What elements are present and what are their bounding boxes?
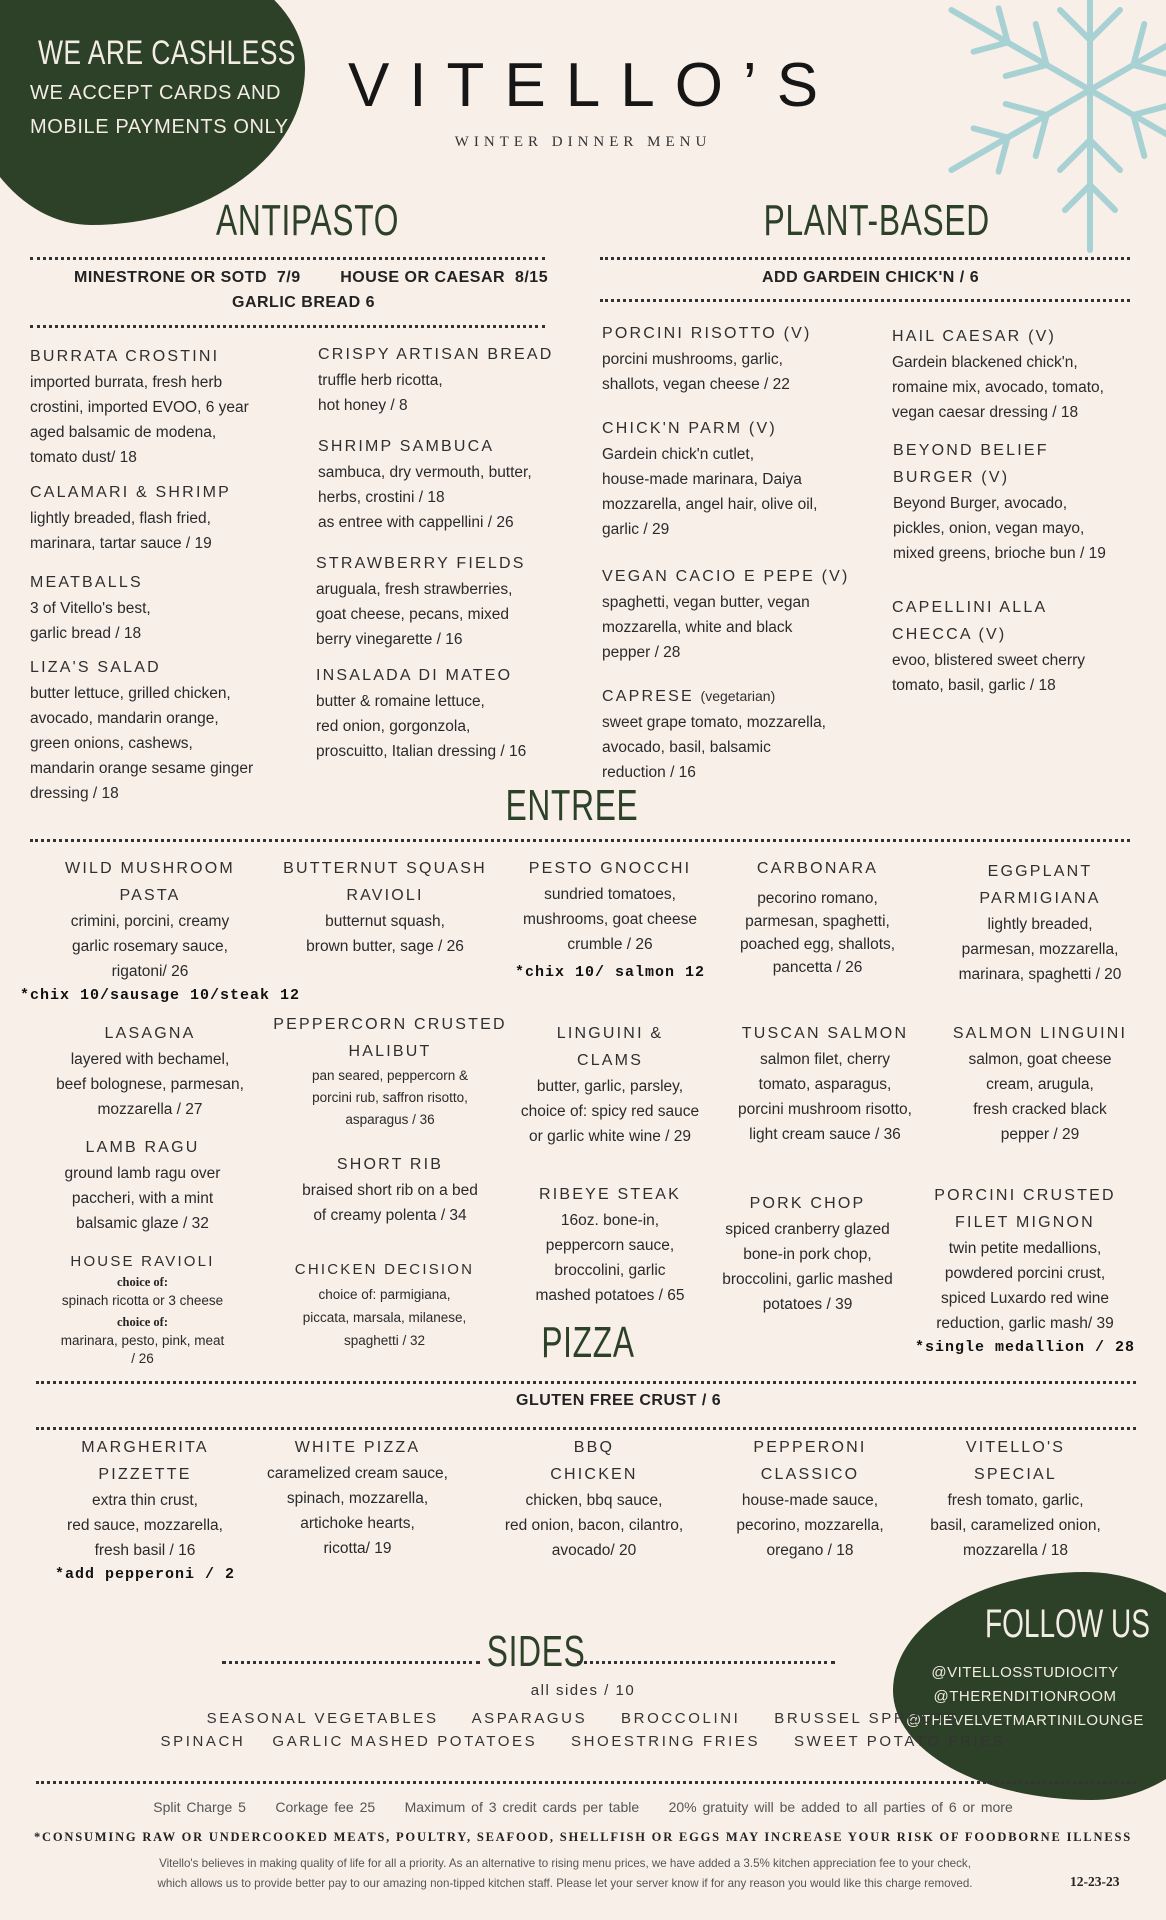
item-name: VITELLO'S	[965, 1439, 1066, 1456]
footer-divider	[36, 1781, 1136, 1784]
sides-price: all sides / 10	[530, 1682, 636, 1699]
item-desc: parmesan, spaghetti,	[745, 913, 890, 930]
item-desc: hot honey / 8	[318, 397, 408, 414]
item-desc: spiced Luxardo red wine	[940, 1290, 1110, 1307]
item-desc: tomato, basil, garlic / 18	[892, 677, 1056, 694]
menu-item	[270, 855, 500, 959]
footer-charges: Split Charge 5 Corkage fee 25 Maximum of 3 credit cards per table 20% gratuity will be added to all parties of 6 or more	[153, 1799, 1013, 1815]
item-desc: shallots, vegan cheese / 22	[602, 376, 790, 393]
item-desc: choice of: spicy red sauce	[520, 1103, 700, 1120]
item-desc: salmon filet, cherry	[759, 1051, 891, 1068]
item-desc: pecorino romano,	[757, 890, 878, 907]
item-name: SHORT RIB	[336, 1156, 444, 1173]
item-name: HALIBUT	[348, 1043, 432, 1060]
item-desc: herbs, crostini / 18	[318, 489, 445, 506]
item-desc: choice of: parmigiana,	[318, 1287, 451, 1302]
item-desc: mozzarella / 18	[962, 1542, 1069, 1559]
item-desc: red onion, bacon, cilantro,	[504, 1517, 684, 1534]
item-desc: paccheri, with a mint	[71, 1190, 214, 1207]
restaurant-logo: VITELLO’S	[347, 51, 839, 120]
item-desc: mandarin orange sesame ginger	[30, 760, 254, 777]
item-desc: proscuitto, Italian dressing / 16	[316, 743, 527, 760]
item-desc: reduction, garlic mash/ 39	[936, 1315, 1114, 1332]
item-name: MARGHERITA	[81, 1439, 209, 1456]
item-desc: avocado/ 20	[551, 1542, 637, 1559]
item-desc: potatoes / 39	[762, 1296, 853, 1313]
item-desc: garlic / 29	[602, 521, 670, 538]
item-desc: crumble / 26	[567, 936, 653, 953]
menu-item	[700, 1190, 915, 1317]
item-name: CAPRESE	[602, 688, 694, 705]
menu-item	[30, 479, 300, 556]
item-desc: salmon, goat cheese	[968, 1051, 1112, 1068]
footer-note	[60, 1854, 1070, 1894]
item-desc: butter & romaine lettuce,	[316, 693, 485, 710]
item-name: CLAMS	[576, 1052, 644, 1069]
item-desc: Beyond Burger, avocado,	[893, 495, 1068, 512]
antipasto-divider-bottom	[30, 325, 545, 328]
footer-note-line-2: which allows us to provide better pay to our amazing non-tipped kitchen staff. Please let your server know if for any reason you would like this charge removed.	[157, 1877, 973, 1890]
item-desc: spinach ricotta or 3 cheese	[61, 1293, 224, 1308]
item-desc: fresh tomato, garlic,	[947, 1492, 1084, 1509]
item-name: RAVIOLI	[346, 887, 424, 904]
item-desc: Gardein blackened chick'n,	[892, 354, 1078, 371]
item-addon: *single medallion / 28	[914, 1339, 1136, 1356]
item-name: PASTA	[119, 887, 181, 904]
item-name: CLASSICO	[760, 1466, 860, 1483]
item-desc: of creamy polenta / 34	[313, 1207, 467, 1224]
menu-item	[930, 858, 1150, 987]
plant-based-title: PLANT-BASED	[763, 196, 990, 245]
menu-item	[892, 594, 1152, 698]
menu-item	[270, 1151, 510, 1228]
item-desc: butter, garlic, parsley,	[536, 1078, 684, 1095]
item-desc: spiced cranberry glazed	[725, 1221, 890, 1238]
item-desc: cream, arugula,	[986, 1076, 1094, 1093]
item-desc: 3 of Vitello's best,	[30, 600, 151, 617]
menu-item	[602, 683, 882, 785]
item-desc: porcini mushroom risotto,	[737, 1101, 912, 1118]
item-addon: *chix 10/ salmon 12	[514, 964, 706, 981]
item-name: CAPELLINI ALLA	[892, 599, 1048, 616]
item-desc: dressing / 18	[30, 785, 119, 802]
item-desc: / 26	[131, 1351, 154, 1366]
item-desc: mushrooms, goat cheese	[522, 911, 698, 928]
item-name: PEPPERCORN CRUSTED	[273, 1016, 507, 1033]
item-tag: (vegetarian)	[700, 688, 776, 704]
follow-title: FOLLOW US	[985, 1602, 1150, 1646]
item-desc: spaghetti, vegan butter, vegan	[602, 594, 810, 611]
item-desc: ground lamb ragu over	[64, 1165, 221, 1182]
antipasto-divider-top	[30, 257, 545, 260]
item-desc: twin petite medallions,	[948, 1240, 1102, 1257]
item-name: INSALADA DI MATEO	[316, 667, 513, 684]
menu-item	[710, 1434, 910, 1563]
item-name: STRAWBERRY FIELDS	[316, 555, 526, 572]
item-desc: pickles, onion, vegan mayo,	[893, 520, 1085, 537]
item-desc: lightly breaded, flash fried,	[30, 510, 211, 527]
item-desc: tomato, asparagus,	[758, 1076, 892, 1093]
item-name: PORCINI RISOTTO (V)	[602, 325, 812, 342]
item-desc: pancetta / 26	[772, 959, 863, 976]
item-name: CHICKEN	[550, 1466, 638, 1483]
item-desc: braised short rib on a bed	[302, 1182, 478, 1199]
item-name: WHITE PIZZA	[294, 1439, 421, 1456]
item-desc: sweet grape tomato, mozzarella,	[602, 714, 826, 731]
item-name: SPECIAL	[974, 1466, 1057, 1483]
item-addon: *add pepperoni / 2	[54, 1566, 236, 1583]
footer-note-line-1: Vitello's believes in making quality of life for all a priority. As an alternative to rising menu prices, we have added a 3.5% kitchen appreciation fee to your check,	[159, 1857, 971, 1870]
item-desc: parmesan, mozzarella,	[961, 941, 1119, 958]
item-desc: basil, caramelized onion,	[930, 1517, 1101, 1534]
plant-divider-bottom	[600, 299, 1130, 302]
social-handle-studiocity[interactable]: @VITELLOSSTUDIOCITY	[931, 1664, 1119, 1681]
item-desc: avocado, mandarin orange,	[30, 710, 219, 727]
item-desc: powdered porcini crust,	[944, 1265, 1106, 1282]
item-desc: extra thin crust,	[92, 1492, 198, 1509]
menu-item	[892, 323, 1152, 425]
item-desc: porcini rub, saffron risotto,	[312, 1090, 468, 1105]
item-desc: pecorino, mozzarella,	[736, 1517, 884, 1534]
item-name: PEPPERONI	[753, 1439, 867, 1456]
menu-item	[40, 1250, 245, 1367]
item-desc: Gardein chick'n cutlet,	[602, 446, 755, 463]
menu-item	[272, 1256, 497, 1352]
item-desc: brown butter, sage / 26	[306, 938, 464, 955]
footer-warning: *CONSUMING RAW OR UNDERCOOKED MEATS, POULTRY, SEAFOOD, SHELLFISH OR EGGS MAY INCREASE YOUR RISK OF FOODBORNE ILLNESS	[34, 1830, 1132, 1844]
item-name: PORCINI CRUSTED	[934, 1187, 1116, 1204]
menu-item	[484, 1434, 704, 1563]
menu-item	[602, 320, 882, 397]
item-name: CHICKEN DECISION	[294, 1261, 475, 1278]
item-desc: fresh cracked black	[973, 1101, 1107, 1118]
item-desc: crostini, imported EVOO, 6 year	[30, 399, 249, 416]
pizza-title: PIZZA	[541, 1318, 635, 1367]
sides-title: SIDES	[486, 1627, 586, 1676]
sides-divider-right	[577, 1661, 835, 1664]
item-desc: red sauce, mozzarella,	[67, 1517, 223, 1534]
item-name: BUTTERNUT SQUASH	[283, 860, 487, 877]
item-name: BEYOND BELIEF	[893, 442, 1049, 459]
menu-item	[602, 415, 882, 542]
menu-item	[500, 855, 720, 985]
menu-item	[498, 1020, 722, 1149]
item-desc: mixed greens, brioche bun / 19	[893, 545, 1106, 562]
menu-item	[40, 1134, 245, 1236]
item-desc: beef bolognese, parmesan,	[56, 1076, 244, 1093]
item-desc: romaine mix, avocado, tomato,	[892, 379, 1104, 396]
item-name: EGGPLANT	[987, 863, 1093, 880]
menu-item	[928, 1434, 1103, 1563]
item-desc: lightly breaded,	[987, 916, 1093, 933]
item-name: HAIL CAESAR (V)	[892, 328, 1056, 345]
item-name: CARBONARA	[756, 860, 879, 877]
item-desc: green onions, cashews,	[30, 735, 193, 752]
item-desc: artichoke hearts,	[300, 1515, 415, 1532]
item-desc: house-made sauce,	[741, 1492, 879, 1509]
item-desc: crimini, porcini, creamy	[70, 913, 230, 930]
menu-item	[316, 550, 586, 652]
item-desc: piccata, marsala, milanese,	[302, 1310, 467, 1325]
item-name: FILET MIGNON	[955, 1214, 1095, 1231]
item-name: PARMIGIANA	[979, 890, 1101, 907]
pizza-gluten-free: GLUTEN FREE CRUST / 6	[516, 1392, 722, 1409]
item-choice-label: choice of:	[116, 1315, 169, 1329]
item-desc: berry vinegarette / 16	[316, 631, 463, 648]
menu-date: 12-23-23	[1070, 1874, 1120, 1889]
menu-item	[910, 1182, 1140, 1360]
menu-item	[725, 855, 910, 979]
menu-item	[40, 1434, 250, 1587]
menu-item	[30, 569, 300, 646]
item-desc: truffle herb ricotta,	[318, 372, 443, 389]
item-desc: marinara, tartar sauce / 19	[30, 535, 212, 552]
item-desc: peppercorn sauce,	[545, 1237, 675, 1254]
plant-divider-top	[600, 257, 1130, 260]
item-desc: aged balsamic de modena,	[30, 424, 217, 441]
item-name: PORK CHOP	[749, 1195, 866, 1212]
item-name: WILD MUSHROOM	[65, 860, 235, 877]
item-name: LINGUINI &	[556, 1025, 664, 1042]
item-desc: mozzarella / 27	[97, 1101, 203, 1118]
cashless-title: WE ARE CASHLESS	[38, 34, 296, 72]
item-desc: mozzarella, white and black	[602, 619, 793, 636]
sides-list-1: SEASONAL VEGETABLES ASPARAGUS BROCCOLINI BRUSSEL SPROUTS	[206, 1710, 960, 1727]
item-desc: bone-in pork chop,	[743, 1246, 872, 1263]
item-name: CHICK'N PARM (V)	[602, 420, 777, 437]
item-name: CALAMARI & SHRIMP	[30, 484, 231, 501]
item-desc: spinach, mozzarella,	[286, 1490, 429, 1507]
item-name: SALMON LINGUINI	[952, 1025, 1128, 1042]
item-desc: pepper / 29	[1000, 1126, 1080, 1143]
antipasto-title: ANTIPASTO	[216, 196, 400, 245]
item-name: LASAGNA	[104, 1025, 196, 1042]
item-desc: pan seared, peppercorn &	[311, 1068, 469, 1083]
antipasto-soups-line: MINESTRONE OR SOTD 7/9 HOUSE OR CAESAR 8/15	[74, 269, 549, 286]
menu-item	[316, 662, 586, 764]
sides-list-2: SPINACH GARLIC MASHED POTATOES SHOESTRING FRIES SWEET POTATO FRIES	[160, 1733, 1006, 1750]
menu-subtitle: WINTER DINNER MENU	[454, 134, 712, 150]
item-desc: garlic rosemary sauce,	[72, 938, 228, 955]
menu-item	[505, 1181, 715, 1308]
menu-item	[930, 1020, 1150, 1147]
item-desc: avocado, basil, balsamic	[602, 739, 771, 756]
menu-item	[265, 1011, 515, 1131]
item-desc: tomato dust/ 18	[30, 449, 137, 466]
item-desc: mashed potatoes / 65	[535, 1287, 685, 1304]
item-choice-label: choice of:	[116, 1275, 169, 1289]
item-name: SHRIMP SAMBUCA	[318, 438, 495, 455]
menu-item	[318, 341, 588, 418]
item-desc: broccolini, garlic	[554, 1262, 666, 1279]
menu-item	[20, 855, 301, 1008]
item-desc: porcini mushrooms, garlic,	[602, 351, 783, 368]
item-name: CRISPY ARTISAN BREAD	[318, 346, 554, 363]
item-desc: caramelized cream sauce,	[267, 1465, 448, 1482]
item-desc: reduction / 16	[602, 764, 696, 781]
item-desc: sundried tomatoes,	[544, 886, 676, 903]
item-name: MEATBALLS	[30, 574, 143, 591]
antipasto-garlic-bread: GARLIC BREAD 6	[232, 294, 376, 311]
menu-item	[893, 437, 1153, 566]
item-desc: garlic bread / 18	[30, 625, 142, 642]
item-name: BURGER (V)	[893, 469, 1010, 486]
item-desc: layered with bechamel,	[70, 1051, 230, 1068]
item-name: VEGAN CACIO E PEPE (V)	[602, 568, 850, 585]
item-name: BBQ	[573, 1439, 615, 1456]
menu-item	[40, 1020, 260, 1122]
cashless-line-2: MOBILE PAYMENTS ONLY	[30, 116, 289, 138]
item-desc: aruguala, fresh strawberries,	[316, 581, 513, 598]
item-desc: light cream sauce / 36	[749, 1126, 901, 1143]
social-handle-velvetmartini[interactable]: @THEVELVETMARTINILOUNGE	[906, 1712, 1144, 1729]
menu-item	[30, 654, 300, 806]
item-desc: marinara, spaghetti / 20	[958, 966, 1122, 983]
pizza-divider-bottom	[36, 1427, 1136, 1430]
item-desc: as entree with cappellini / 26	[318, 514, 514, 531]
item-desc: red onion, gorgonzola,	[316, 718, 471, 735]
item-name: BURRATA CROSTINI	[30, 348, 220, 365]
item-desc: chicken, bbq sauce,	[525, 1492, 663, 1509]
item-desc: 16oz. bone-in,	[560, 1212, 660, 1229]
item-desc: rigatoni/ 26	[111, 963, 189, 980]
menu-item	[250, 1434, 465, 1561]
item-desc: fresh basil / 16	[94, 1542, 196, 1559]
item-desc: pepper / 28	[602, 644, 681, 661]
item-desc: marinara, pesto, pink, meat	[60, 1333, 225, 1348]
item-desc: broccolini, garlic mashed	[722, 1271, 893, 1288]
item-name: LIZA'S SALAD	[30, 659, 161, 676]
item-desc: asparagus / 36	[345, 1112, 435, 1127]
menu-item	[30, 343, 300, 470]
item-name: PESTO GNOCCHI	[528, 860, 692, 877]
item-name: CHECCA (V)	[892, 626, 1007, 643]
item-name: PIZZETTE	[98, 1466, 192, 1483]
pizza-divider-top	[36, 1381, 1136, 1384]
sides-divider-left	[222, 1661, 480, 1664]
item-desc: butter lettuce, grilled chicken,	[30, 685, 231, 702]
menu-item	[715, 1020, 935, 1147]
item-addon: *chix 10/sausage 10/steak 12	[20, 987, 301, 1004]
menu-item	[602, 563, 882, 665]
item-desc: butternut squash,	[325, 913, 445, 930]
item-desc: sambuca, dry vermouth, butter,	[318, 464, 532, 481]
item-desc: house-made marinara, Daiya	[602, 471, 802, 488]
item-name: HOUSE RAVIOLI	[70, 1253, 215, 1270]
item-desc: goat cheese, pecans, mixed	[316, 606, 510, 623]
plant-addon: ADD GARDEIN CHICK'N / 6	[762, 269, 980, 286]
cashless-line-1: WE ACCEPT CARDS AND	[30, 82, 282, 104]
item-desc: vegan caesar dressing / 18	[892, 404, 1079, 421]
item-desc: spaghetti / 32	[343, 1333, 426, 1348]
item-desc: balsamic glaze / 32	[76, 1215, 209, 1232]
item-desc: imported burrata, fresh herb	[30, 374, 223, 391]
entree-title: ENTREE	[505, 781, 639, 830]
item-name: LAMB RAGU	[85, 1139, 200, 1156]
item-desc: oregano / 18	[766, 1542, 854, 1559]
item-desc: ricotta/ 19	[323, 1540, 392, 1557]
item-desc: evoo, blistered sweet cherry	[892, 652, 1085, 669]
menu-item	[318, 433, 588, 535]
item-name: TUSCAN SALMON	[741, 1025, 909, 1042]
item-name: RIBEYE STEAK	[539, 1186, 681, 1203]
item-desc: poached egg, shallots,	[739, 936, 896, 953]
social-handle-renditionroom[interactable]: @THERENDITIONROOM	[933, 1688, 1117, 1705]
item-desc: mozzarella, angel hair, olive oil,	[602, 496, 818, 513]
entree-divider	[30, 839, 1130, 842]
item-desc: or garlic white wine / 29	[529, 1128, 691, 1145]
